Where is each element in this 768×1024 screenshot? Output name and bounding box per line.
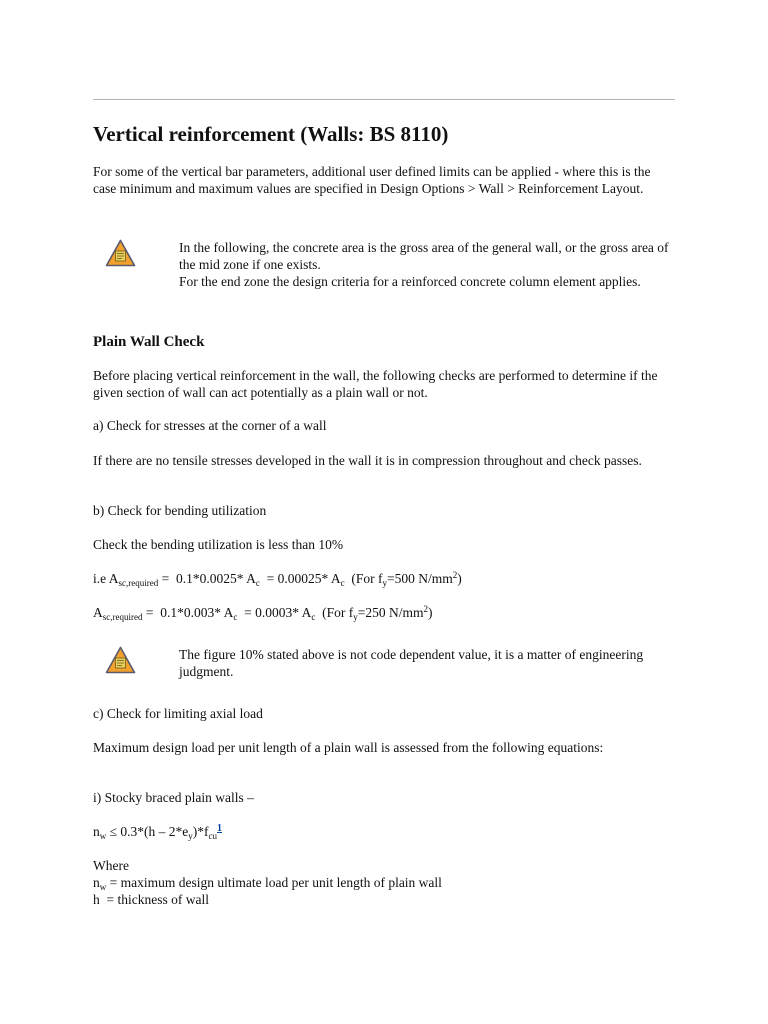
plain-wall-intro: Before placing vertical reinforcement in the wall, the following checks are performed to determine if the given section of wall can act potentially as a plain wall or not. [93,368,658,400]
check-a-text: If there are no tensile stresses developed in the wall it is in compression throughout and check passes. [93,453,642,468]
where-label: Where [93,858,129,873]
warning-triangle-icon [105,646,136,674]
check-b-heading: b) Check for bending utilization [93,503,267,518]
page-title: Vertical reinforcement (Walls: BS 8110) [93,122,449,146]
definition-nw: $n_w$ = maximum design ultimate load per unit length of plain wall [93,875,442,892]
definition-h: h = thickness of wall [93,892,209,907]
check-b-text: Check the bending utilization is less than 10% [93,537,344,552]
warning-triangle-icon [105,239,136,267]
note-line-2: For the end zone the design criteria for a reinforced concrete column element applies. [179,274,641,289]
footnote-link[interactable]: 1 [217,823,223,834]
equation-fy-500: i.e $A_{sc,required} = 0.1*0.0025*$ $A_c = 0.00025*$ $A_c$ (For $f_y=500$ $N/mm^2$) [93,570,462,588]
section-heading-plain-wall: Plain Wall Check [93,334,205,350]
definitions-block [93,857,675,908]
equation-fy-250: $A_{sc,required} = 0.1*0.003*$ $A_c = 0.0003*$ $A_c$ (For $f_y=250$ $N/mm^2$) [93,604,433,622]
note-line-1: In the following, the concrete area is the gross area of the general wall, or the gross area of the mid zone if one exists. [179,240,669,272]
equation-axial-load: $n_w \le 0.3*(h - 2*e_y)*f_{cu}^1$ [93,823,223,841]
check-c-heading: c) Check for limiting axial load [93,706,263,721]
intro-paragraph: For some of the vertical bar parameters, additional user defined limits can be applied - where this is the case minimum and maximum values are specified in Design Options > Wall > Reinforcement Layout. [93,164,651,196]
stocky-walls-heading: i) Stocky braced plain walls – [93,790,254,805]
check-c-text: Maximum design load per unit length of a plain wall is assessed from the following equations: [93,740,604,755]
note-gross-area [179,239,669,290]
check-a-heading: a) Check for stresses at the corner of a wall [93,418,327,433]
note-engineering-judgment: The figure 10% stated above is not code dependent value, it is a matter of engineering judgment. [179,647,644,679]
header-divider [93,99,675,100]
